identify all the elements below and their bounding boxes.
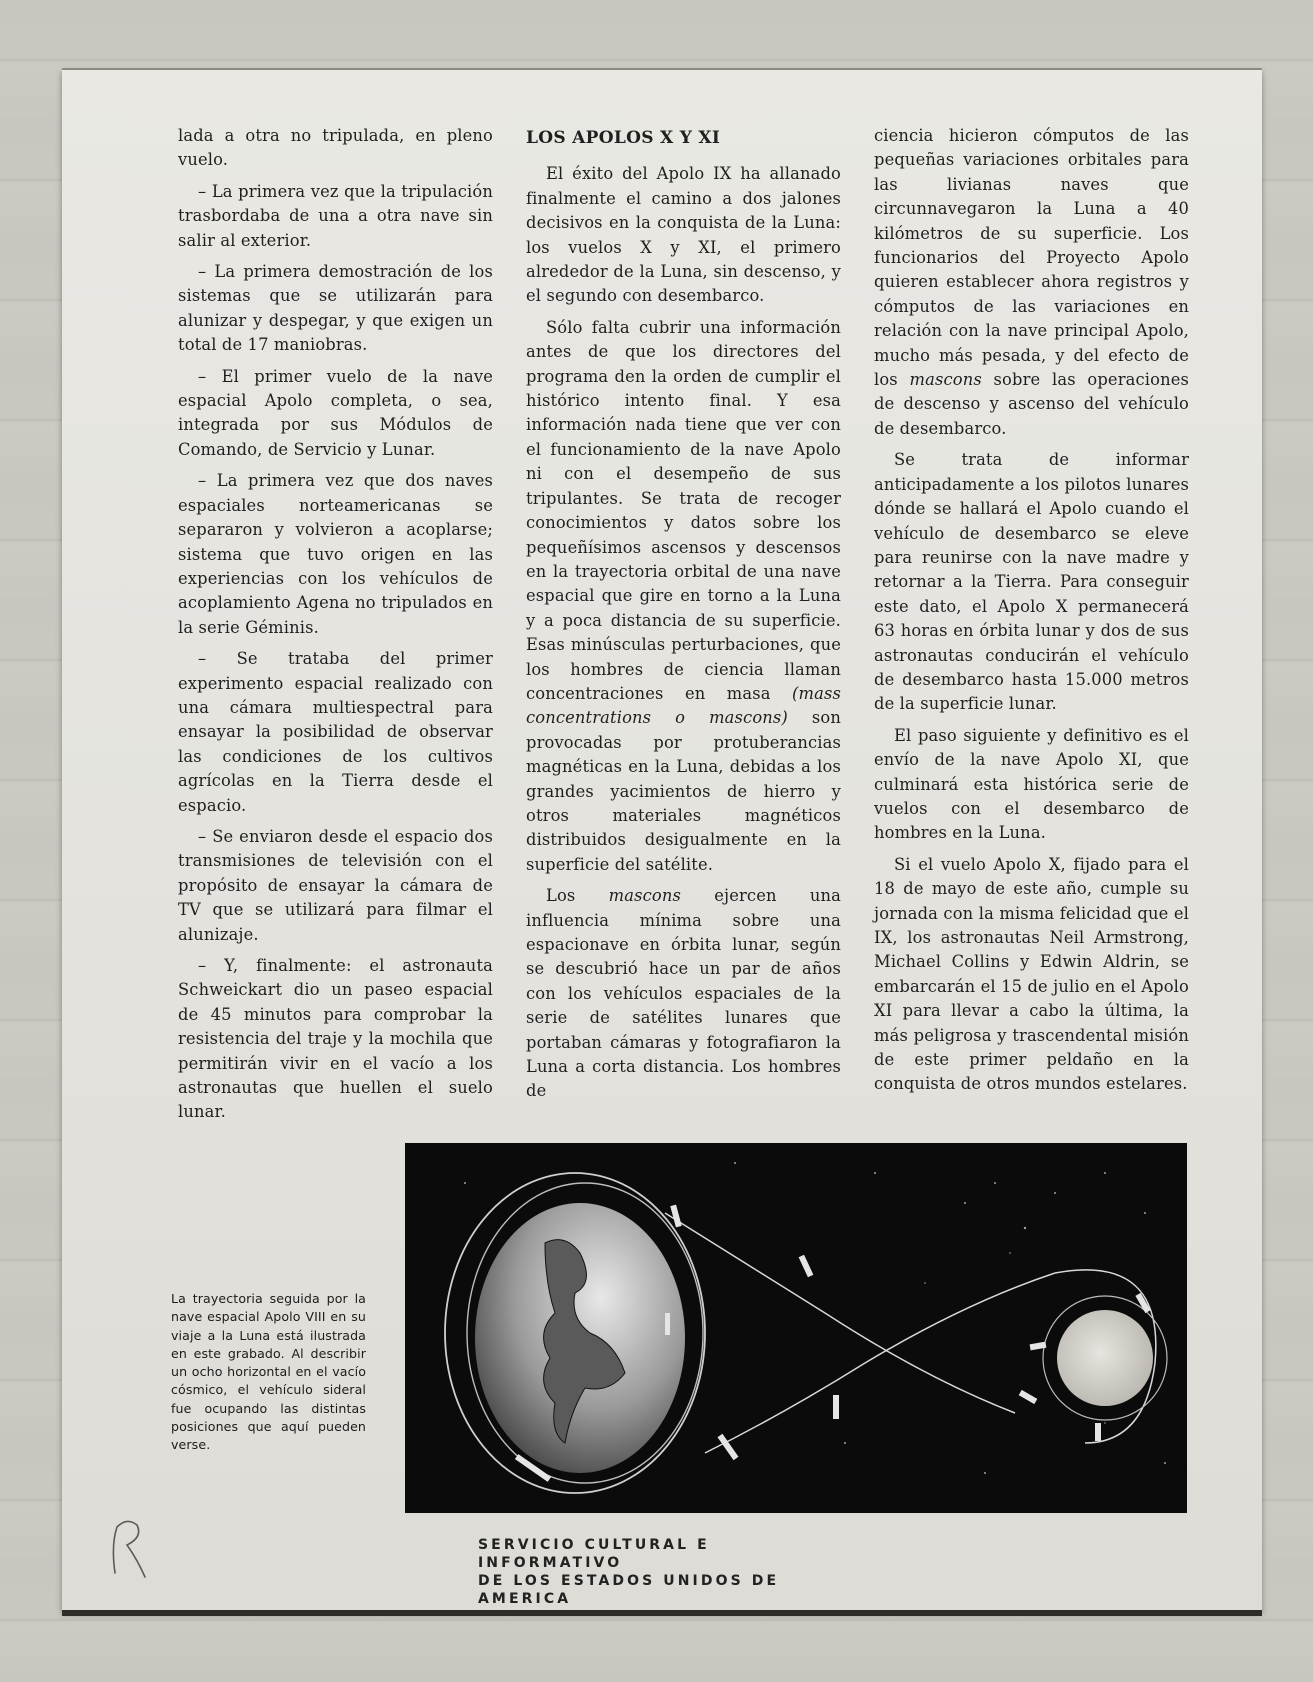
moon (1057, 1310, 1153, 1406)
paragraph (526, 316, 841, 877)
figure-caption: La trayectoria seguida por la nave espacial Apolo VIII en su viaje a la Luna está ilustrada en este grabado. Al describir un ocho horizontal en el vacío cósmico, el vehículo sideral fue ocupando las distintas posiciones que aquí pueden verse. (171, 1291, 366, 1453)
paragraph: lada a otra no tripulada, en pleno vuelo. (178, 126, 493, 170)
text-column-2 (526, 124, 841, 1111)
handwritten-mark (105, 1515, 155, 1585)
text-column-1 (178, 124, 493, 1132)
paragraph: – La primera vez que la tripulación trasbordaba de una a otra nave sin salir al exterior. (178, 181, 493, 250)
paragraph-text: Sólo falta cubrir una información antes de que los directores del programa den la orden de cumplir el histórico intento final. Y esa información nada tiene que ver con el funcionamiento de la nave Apolo ni con el desempeño de sus tripulantes. Se trata de recoger conocimientos y datos sobre los pequeñísimos ascensos y descensos en la trayectoria orbital de una nave espacial que gire en torno a la Luna y a poca distancia de su superficie. Esas minúsculas perturbaciones, que los hombres de ciencia llaman concentraciones en masa (526, 317, 841, 703)
italic-term: (mass concentrations o mascons) (526, 683, 841, 728)
trajectory-illustration (405, 1143, 1187, 1513)
italic-term: mascons (608, 886, 681, 906)
paragraph: – La primera vez que dos naves espaciales norteamericanas se separaron y volvieron a acoplarse; sistema que tuvo origen en las experiencias con los vehículos de acoplamiento Agena no tripulados en la serie Géminis. (178, 471, 493, 637)
paragraph: – Se trataba del primer experimento espacial realizado con una cámara multiespectral para ensayar la posibilidad de observar las condiciones de los cultivos agrícolas en la Tierra desde el espacio. (178, 649, 493, 815)
paragraph: Si el vuelo Apolo X, fijado para el 18 de mayo de este año, cumple su jornada con la misma felicidad que el IX, los astronautas Neil Armstrong, Michael Collins y Edwin Aldrin, se embarcarán el 15 de julio en el Apolo XI para llevar a cabo la última, la más peligrosa y trascendental misión de este primer peldaño en la conquista de otros mundos estelares. (874, 854, 1189, 1094)
paragraph: Se trata de informar anticipadamente a los pilotos lunares dónde se hallará el Apolo cuando el vehículo de desembarco se eleve para reunirse con la nave madre y retornar a la Tierra. Para conseguir este dato, el Apolo X permanecerá 63 horas en órbita lunar y dos de sus astronautas conducirán el vehículo de desembarco hasta 15.000 metros de la superficie lunar. (874, 450, 1189, 714)
trajectory-figure-eight (665, 1213, 1055, 1453)
paragraph: – Y, finalmente: el astronauta Schweickart dio un paseo espacial de 45 minutos para comprobar la resistencia del traje y la mochila que permitirán vivir en el vacío a los astronautas que huellen el suelo lunar. (178, 956, 493, 1122)
paragraph (526, 884, 841, 1104)
handwritten-r-icon (105, 1515, 155, 1585)
paragraph-text: sobre las operaciones de descenso y ascenso del vehículo de desembarco. (874, 370, 1190, 438)
paragraph: – Se enviaron desde el espacio dos transmisiones de televisión con el propósito de ensayar la cámara de TV que se utilizará para filmar el alunizaje. (178, 826, 493, 944)
section-heading: LOS APOLOS X Y XI (526, 128, 721, 148)
footer-line-2: DE LOS ESTADOS UNIDOS DE AMERICA (478, 1573, 780, 1607)
footer-line-1: SERVICIO CULTURAL E INFORMATIVO (478, 1537, 710, 1571)
publisher-footer (478, 1536, 858, 1608)
paragraph: – La primera demostración de los sistemas que se utilizarán para alunizar y despegar, y que exigen un total de 17 maniobras. (178, 262, 493, 355)
trajectory-drawing (405, 1143, 1187, 1513)
paragraph: El éxito del Apolo IX ha allanado finalmente el camino a dos jalones decisivos en la conquista de la Luna: los vuelos X y XI, el primero alrededor de la Luna, sin descenso, y el segundo con desembarco. (526, 164, 841, 306)
text-column-3 (874, 124, 1189, 1104)
paragraph-text: son provocadas por protuberancias magnéticas en la Luna, debidas a los grandes yacimientos de hierro y otros materiales magnéticos distribuidos desigualmente en la superficie del satélite. (526, 708, 842, 874)
paragraph-text: Los (546, 886, 576, 906)
paragraph (874, 124, 1189, 441)
page-bottom-edge (62, 1610, 1262, 1616)
paragraph-text: ejercen una influencia mínima sobre una espacionave en órbita lunar, según se descubrió hace un par de años con los vehículos espaciales de la serie de satélites lunares que portaban cámaras y fotografiaron la Luna a corta distancia. Los hombres de (526, 886, 841, 1101)
italic-term: mascons (909, 370, 982, 390)
paragraph: El paso siguiente y definitivo es el envío de la nave Apolo XI, que culminará esta histórica serie de vuelos con el desembarco de hombres en la Luna. (874, 725, 1189, 843)
paragraph: – El primer vuelo de la nave espacial Apolo completa, o sea, integrada por sus Módulos de Comando, de Servicio y Lunar. (178, 366, 493, 459)
paragraph-text: ciencia hicieron cómputos de las pequeñas variaciones orbitales para las livianas naves que circunnavegaron la Luna a 40 kilómetros de su superficie. Los funcionarios del Proyecto Apolo quieren establecer ahora registros y cómputos de las variaciones en relación con la nave principal Apolo, mucho más pesada, y del efecto de los (874, 126, 1189, 390)
